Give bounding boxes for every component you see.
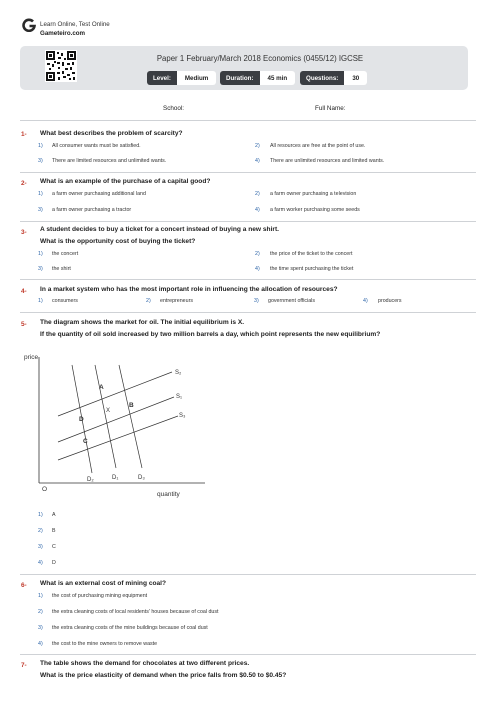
point-x-label: X <box>106 408 111 414</box>
oil-market-diagram <box>20 345 220 505</box>
option-number: 2) <box>146 298 151 304</box>
question-text-line2: If the quantity of oil sold increased by two million barrels a day, which point represents the new equilibrium? <box>40 331 381 338</box>
option-text[interactable]: the concert <box>52 251 79 257</box>
option-number: 2) <box>38 609 43 615</box>
question-text-line2: What is the price elasticity of demand when the price falls from $0.50 to $0.45? <box>40 672 287 679</box>
option-text[interactable]: entrepreneurs <box>160 298 193 304</box>
question-text: The table shows the demand for chocolates at two different prices. <box>40 660 250 667</box>
option-text[interactable]: C <box>52 544 56 550</box>
brand-tagline: Learn Online, Test Online <box>40 21 110 28</box>
point-c-label: C <box>83 438 88 445</box>
level-pill <box>147 71 216 85</box>
option-number: 3) <box>38 158 43 164</box>
question-number: 6- <box>21 582 27 589</box>
option-text[interactable]: There are limited resources and unlimited wants. <box>52 158 167 164</box>
divider <box>20 221 476 222</box>
option-number: 4) <box>255 266 260 272</box>
option-text[interactable]: producers <box>378 298 402 304</box>
question-text: What best describes the problem of scarcity? <box>40 130 183 137</box>
demand-curve-d3 <box>119 365 142 468</box>
option-text[interactable]: All consumer wants must be satisfied. <box>52 143 141 149</box>
price-axis-label: price <box>24 354 39 361</box>
option-text[interactable]: the cost of purchasing mining equipment <box>52 593 148 599</box>
option-text[interactable]: the extra cleaning costs of the mine buildings because of coal dust <box>52 625 208 631</box>
option-number: 4) <box>255 158 260 164</box>
option-number: 2) <box>255 251 260 257</box>
option-number: 3) <box>38 544 43 550</box>
d1-label: D₁ <box>112 475 119 481</box>
divider <box>20 312 476 313</box>
option-text[interactable]: There are unlimited resources and limited wants. <box>270 158 385 164</box>
option-number: 1) <box>38 593 43 599</box>
option-text[interactable]: a farm worker purchasing some seeds <box>270 207 360 213</box>
question-text: What is an external cost of mining coal? <box>40 580 167 587</box>
option-number: 1) <box>38 143 43 149</box>
point-b-label: B <box>129 402 134 409</box>
option-text[interactable]: the shirt <box>52 266 71 272</box>
divider <box>20 172 476 173</box>
questions-value: 30 <box>344 71 367 85</box>
option-number: 4) <box>38 641 43 647</box>
level-label: Level: <box>147 71 177 85</box>
option-text[interactable]: a farm owner purchasing a television <box>270 191 357 197</box>
option-number: 4) <box>255 207 260 213</box>
supply-curve-s1 <box>58 397 174 442</box>
option-number: 2) <box>255 191 260 197</box>
demand-curve-d1 <box>95 365 116 468</box>
divider <box>20 120 476 121</box>
option-text[interactable]: the time spent purchasing the ticket <box>270 266 354 272</box>
option-number: 1) <box>38 251 43 257</box>
point-a-label: A <box>99 384 104 391</box>
option-number: 3) <box>38 625 43 631</box>
divider <box>20 574 476 575</box>
school-field-label: School: <box>163 105 185 112</box>
option-text[interactable]: a farm owner purchasing additional land <box>52 191 146 197</box>
option-number: 2) <box>38 528 43 534</box>
question-number: 2- <box>21 180 27 187</box>
question-text: In a market system who has the most important role in influencing the allocation of resources? <box>40 286 338 293</box>
option-number: 4) <box>363 298 368 304</box>
option-number: 1) <box>38 298 43 304</box>
option-number: 3) <box>38 266 43 272</box>
question-text: What is an example of the purchase of a capital good? <box>40 178 211 185</box>
question-number: 1- <box>21 131 27 138</box>
question-number: 7- <box>21 662 27 669</box>
question-text: A student decides to buy a ticket for a concert instead of buying a new shirt. <box>40 226 280 233</box>
d2-label: D₂ <box>87 477 94 483</box>
s1-label: S₁ <box>176 394 183 400</box>
option-text[interactable]: D <box>52 560 56 566</box>
questions-label: Questions: <box>300 71 344 85</box>
question-text-line2: What is the opportunity cost of buying the ticket? <box>40 238 196 245</box>
quantity-axis-label: quantity <box>157 491 180 498</box>
option-number: 4) <box>38 560 43 566</box>
d3-label: D₃ <box>138 475 145 481</box>
level-value: Medium <box>177 71 216 85</box>
divider <box>20 654 476 655</box>
questions-pill <box>300 71 367 85</box>
duration-pill <box>220 71 295 85</box>
origin-label: O <box>42 486 48 493</box>
gameteiro-logo <box>22 18 36 32</box>
duration-label: Duration: <box>220 71 260 85</box>
paper-title: Paper 1 February/March 2018 Economics (0455/12) IGCSE <box>156 54 364 63</box>
question-number: 4- <box>21 288 27 295</box>
supply-curve-s3 <box>58 416 178 460</box>
brand-site: Gameteiro.com <box>40 30 86 37</box>
option-text[interactable]: A <box>52 512 56 518</box>
option-number: 1) <box>38 191 43 197</box>
option-number: 3) <box>38 207 43 213</box>
question-number: 3- <box>21 229 27 236</box>
s3-label: S₃ <box>179 413 186 419</box>
option-text[interactable]: All resources are free at the point of use. <box>270 143 366 149</box>
option-text[interactable]: government officials <box>268 298 316 304</box>
duration-value: 45 min <box>260 71 296 85</box>
option-text[interactable]: the cost to the mine owners to remove waste <box>52 641 158 647</box>
option-text[interactable]: a farm owner purchasing a tractor <box>52 207 132 213</box>
point-d-label: D <box>79 416 84 423</box>
divider <box>20 279 476 280</box>
option-text[interactable]: the price of the ticket to the concert <box>270 251 353 257</box>
option-text[interactable]: the extra cleaning costs of local residents' houses because of coal dust <box>52 609 219 615</box>
option-number: 1) <box>38 512 43 518</box>
question-number: 5- <box>21 321 27 328</box>
question-text: The diagram shows the market for oil. The initial equilibrium is X. <box>40 319 245 326</box>
option-number: 2) <box>255 143 260 149</box>
full-name-field-label: Full Name: <box>315 105 346 112</box>
option-text[interactable]: consumers <box>52 298 78 304</box>
option-number: 3) <box>254 298 259 304</box>
s2-label: S₂ <box>175 370 182 376</box>
option-text[interactable]: B <box>52 528 56 534</box>
supply-curve-s2 <box>58 372 172 416</box>
